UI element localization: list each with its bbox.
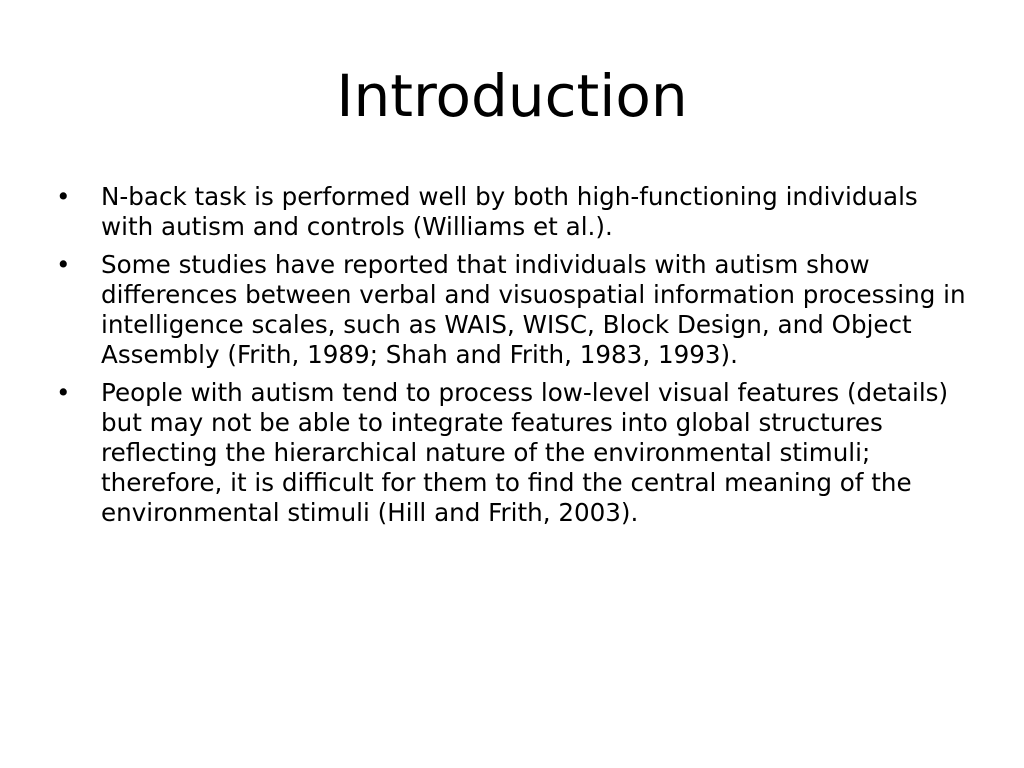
bullet-item [56, 182, 976, 242]
bullet-list [56, 182, 976, 536]
bullet-text: N-back task is performed well by both high-functioning individuals with autism and controls (Williams et al.). [101, 182, 918, 241]
bullet-item [56, 378, 976, 528]
bullet-icon: • [56, 378, 71, 407]
bullet-text: Some studies have reported that individuals with autism show differences between verbal and visuospatial information processing in intelligence scales, such as WAIS, WISC, Block Design, and Object Assembly (Frith, 1989; Shah and Frith, 1983, 1993). [101, 250, 966, 369]
bullet-text: People with autism tend to process low-level visual features (details) but may not be able to integrate features into global structures reflecting the hierarchical nature of the environmental stimuli; therefore, it is difficult for them to find the central meaning of the environmental stimuli (Hill and Frith, 2003). [101, 378, 949, 527]
slide-title: Introduction [336, 62, 688, 130]
bullet-icon: • [56, 182, 71, 211]
bullet-item [56, 250, 976, 370]
bullet-icon: • [56, 250, 71, 279]
